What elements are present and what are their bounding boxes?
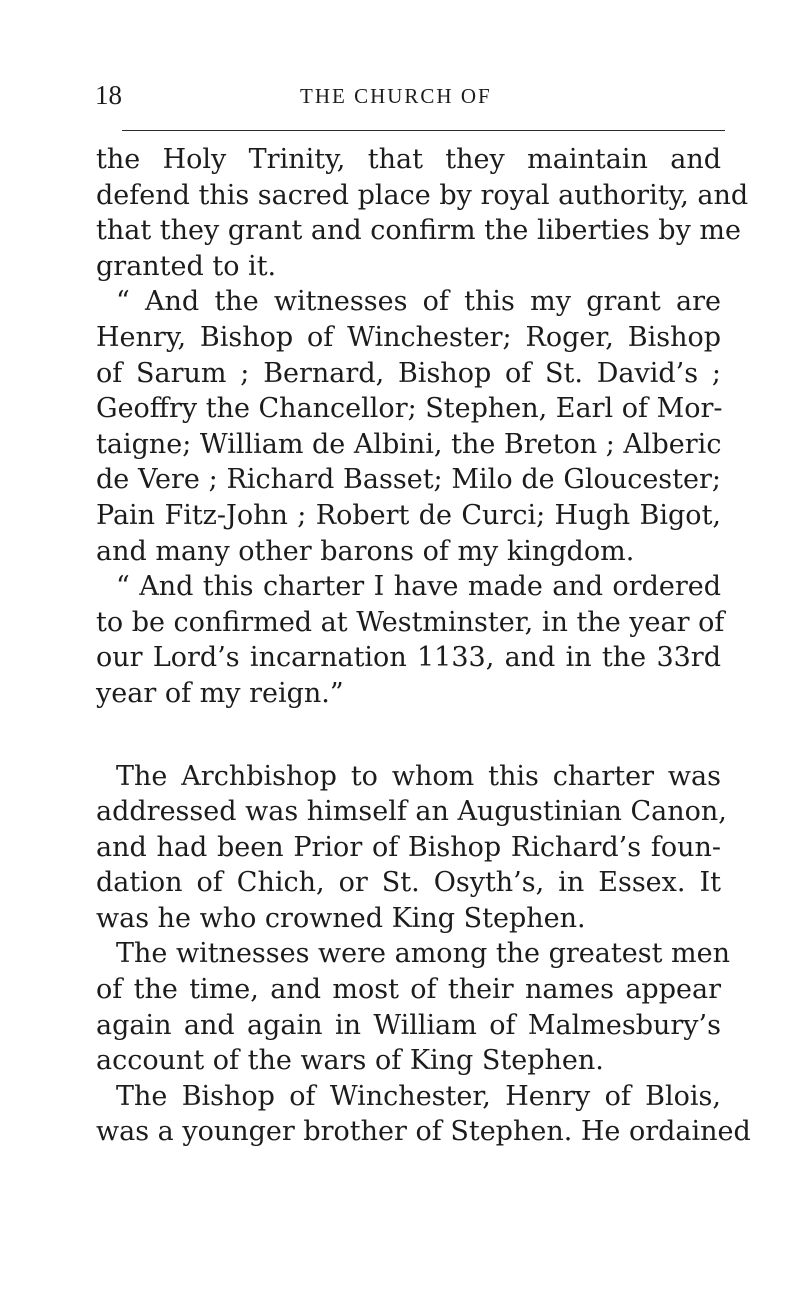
text-line: was a younger brother of Stephen. He ordained xyxy=(96,1116,751,1148)
text-line: our Lord’s incarnation 1133, and in the 33rd xyxy=(96,642,721,674)
paragraph-4 xyxy=(96,759,727,937)
text-line: Pain Fitz-John ; Robert de Curci; Hugh Bigot, xyxy=(96,499,721,531)
text-line: dation of Chich, or St. Osyth’s, in Essex. It xyxy=(96,867,721,899)
text-line: addressed was himself an Augustinian Canon, xyxy=(96,796,727,828)
running-head: THE CHURCH OF xyxy=(300,84,492,108)
text-line: the Holy Trinity, that they maintain and xyxy=(96,144,721,175)
paragraph-3 xyxy=(96,569,725,711)
text-line: granted to it. xyxy=(96,250,277,282)
text-line: to be confirmed at Westminster, in the year of xyxy=(96,606,725,638)
text-line: year of my reign.” xyxy=(96,677,344,709)
text-line: that they grant and confirm the liberties by me xyxy=(96,215,741,247)
text-line: The Bishop of Winchester, Henry of Blois, xyxy=(116,1080,721,1112)
section-gap xyxy=(96,712,721,759)
text-line: Henry, Bishop of Winchester; Roger, Bishop xyxy=(96,321,721,353)
paragraph-1 xyxy=(96,142,749,284)
text-line: Geoffry the Chancellor; Stephen, Earl of Mor- xyxy=(96,393,723,425)
text-line: The Archbishop to whom this charter was xyxy=(116,760,721,792)
text-line: of Sarum ; Bernard, Bishop of St. David’s ; xyxy=(96,357,721,389)
text-line: “ And this charter I have made and ordered xyxy=(116,571,721,603)
text-line: defend this sacred place by royal authority, and xyxy=(96,179,749,211)
text-line: and had been Prior of Bishop Richard’s foun- xyxy=(96,831,721,863)
text-line: de Vere ; Richard Basset; Milo de Gloucester; xyxy=(96,464,721,496)
paragraph-2 xyxy=(96,284,721,569)
paragraph-5 xyxy=(96,936,730,1078)
header-rule xyxy=(122,130,725,131)
text-line: was he who crowned King Stephen. xyxy=(96,902,586,934)
paragraph-6 xyxy=(96,1079,751,1150)
body-text xyxy=(96,142,751,1150)
text-line: again and again in William of Malmesbury’s xyxy=(96,1009,721,1041)
text-line: “ And the witnesses of this my grant are xyxy=(116,286,721,318)
page-number: 18 xyxy=(95,80,122,110)
page-header xyxy=(95,80,735,116)
text-line: taigne; William de Albini, the Breton ; Alberic xyxy=(96,428,722,460)
text-line: The witnesses were among the greatest men xyxy=(116,938,730,970)
text-line: of the time, and most of their names appear xyxy=(96,974,721,1006)
text-line: account of the wars of King Stephen. xyxy=(96,1045,604,1077)
text-line: and many other barons of my kingdom. xyxy=(96,535,635,567)
